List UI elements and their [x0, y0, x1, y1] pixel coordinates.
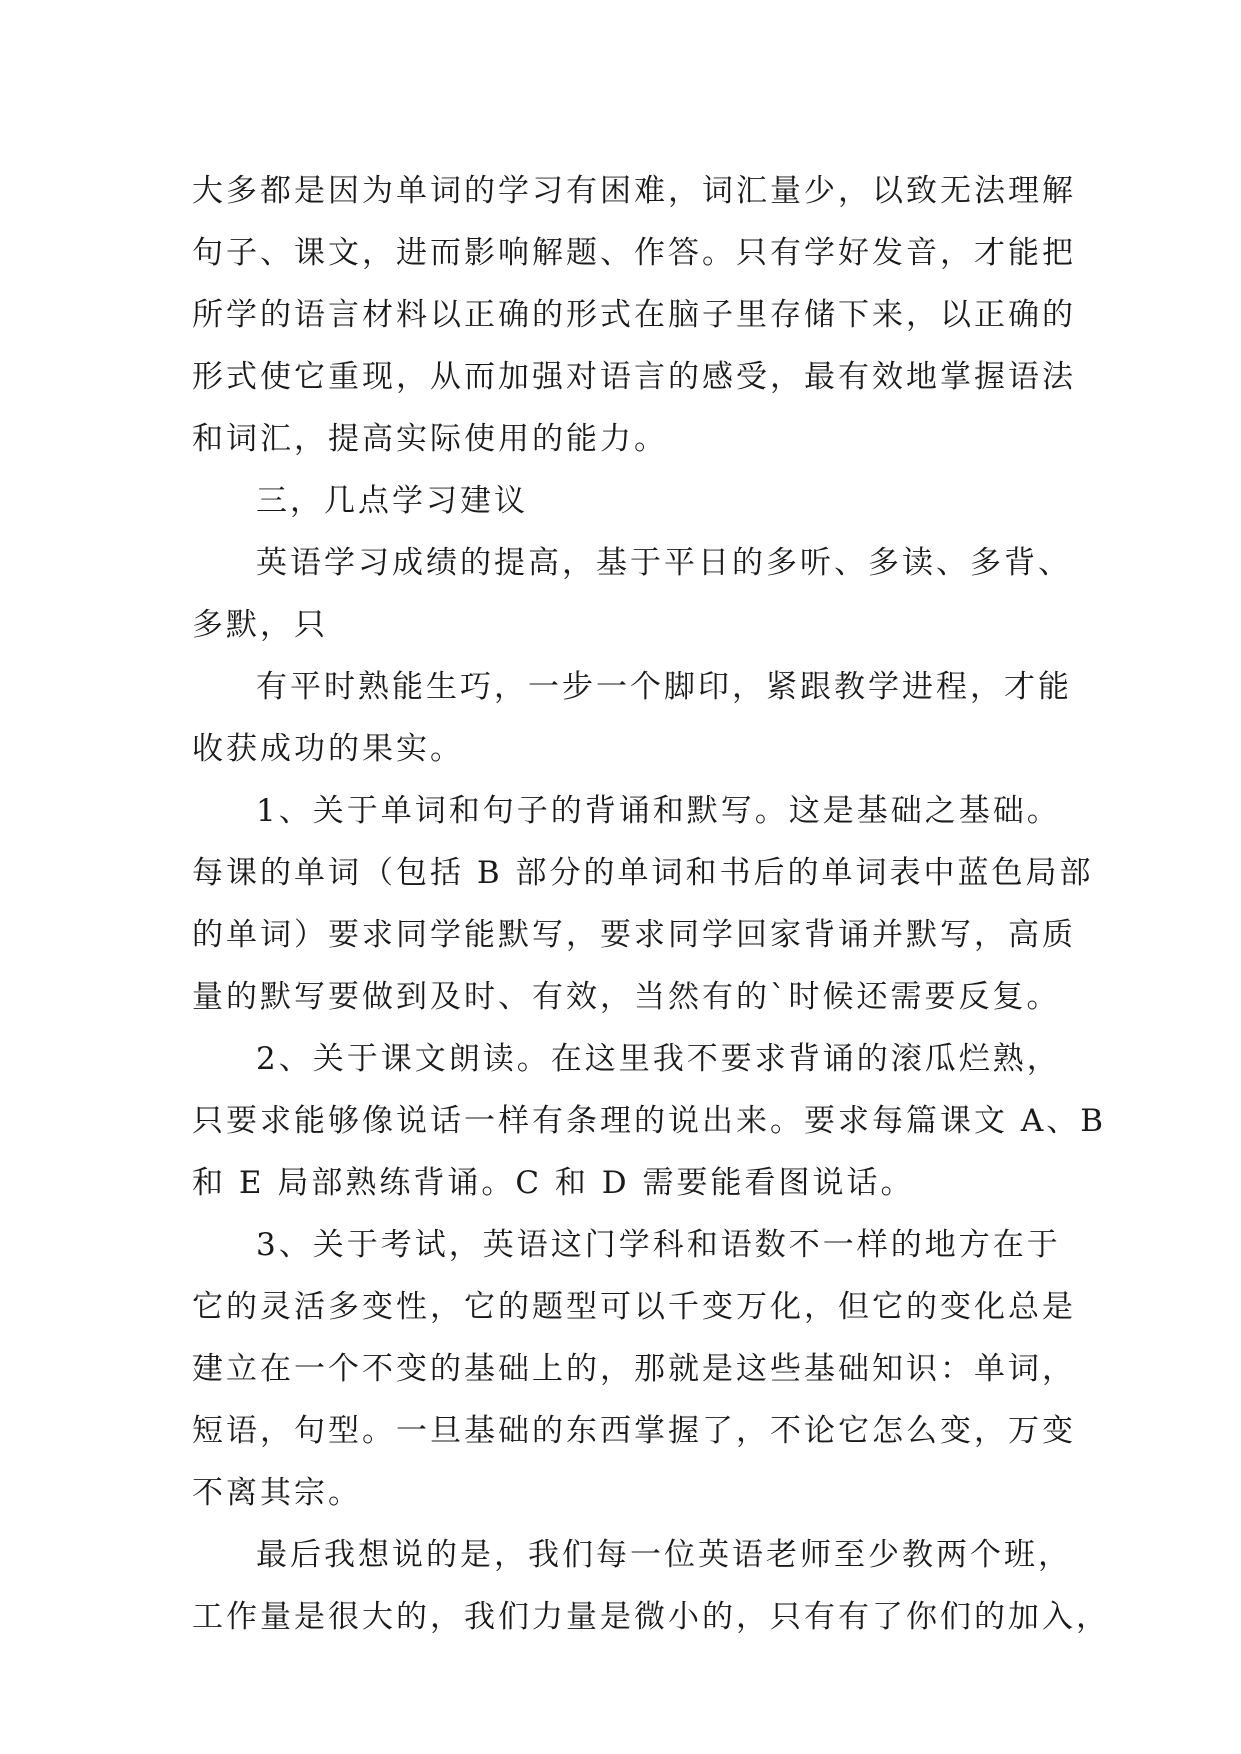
document-body — [192, 160, 1110, 1648]
body-line: 大多都是因为单词的学习有困难，词汇量少，以致无法理解 — [192, 173, 1076, 209]
body-line: 量的默写要做到及时、有效，当然有的`时候还需要反复。 — [192, 979, 1061, 1015]
body-line: 和词汇，提高实际使用的能力。 — [192, 421, 668, 457]
body-line: 所学的语言材料以正确的形式在脑子里存储下来，以正确的 — [192, 297, 1076, 333]
body-line: 建立在一个不变的基础上的，那就是这些基础知识：单词， — [192, 1351, 1076, 1387]
body-line: 不离其宗。 — [192, 1475, 362, 1511]
list-item-3: 3、关于考试，英语这门学科和语数不一样的地方在于 — [256, 1227, 1061, 1263]
paragraph-start: 最后我想说的是，我们每一位英语老师至少教两个班， — [256, 1537, 1072, 1573]
paragraph-start: 英语学习成绩的提高，基于平日的多听、多读、多背、 — [256, 545, 1072, 581]
body-line: 收获成功的果实。 — [192, 731, 464, 767]
body-line: 的单词）要求同学能默写，要求同学回家背诵并默写，高质 — [192, 917, 1076, 953]
body-line: 和 E 局部熟练背诵。C 和 D 需要能看图说话。 — [192, 1165, 915, 1201]
body-line: 每课的单词（包括 B 部分的单词和书后的单词表中蓝色局部 — [192, 855, 1094, 891]
list-item-2: 2、关于课文朗读。在这里我不要求背诵的滚瓜烂熟， — [256, 1041, 1061, 1077]
body-line: 多默，只 — [192, 607, 328, 643]
body-line: 它的灵活多变性，它的题型可以千变万化，但它的变化总是 — [192, 1289, 1076, 1325]
body-line: 只要求能够像说话一样有条理的说出来。要求每篇课文 A、B — [192, 1103, 1107, 1139]
section-heading: 三，几点学习建议 — [256, 483, 528, 519]
body-line: 工作量是很大的，我们力量是微小的，只有有了你们的加入， — [192, 1599, 1110, 1635]
body-line: 短语，句型。一旦基础的东西掌握了，不论它怎么变，万变 — [192, 1413, 1076, 1449]
body-line: 形式使它重现，从而加强对语言的感受，最有效地掌握语法 — [192, 359, 1076, 395]
body-line: 句子、课文，进而影响解题、作答。只有学好发音，才能把 — [192, 235, 1076, 271]
paragraph-start: 有平时熟能生巧，一步一个脚印，紧跟教学进程，才能 — [256, 669, 1072, 705]
list-item-1: 1、关于单词和句子的背诵和默写。这是基础之基础。 — [256, 793, 1061, 829]
